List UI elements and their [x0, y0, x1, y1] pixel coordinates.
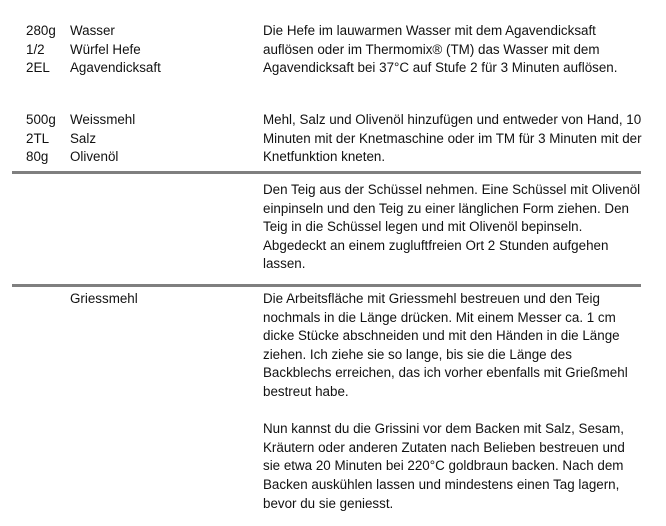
- instruction-paragraph: Die Arbeitsfläche mit Griessmehl bestreuen und den Teig nochmals in die Länge drücken. Mit einem Messer ca. 1 cm dicke Stücke abschneiden und mit den Händen in die Länge ziehen. Ich ziehe sie so lange, bis sie die Länge des Backblechs erreichen, das ich vorher ebenfalls mit Grießmehl bestreut habe.: [263, 291, 628, 399]
- ingredient-amount: 1/2: [26, 41, 45, 57]
- ingredient-list: [26, 22, 246, 78]
- instruction-paragraph: Den Teig aus der Schüssel nehmen. Eine Schüssel mit Olivenöl einpinseln und den Teig zu einer länglichen Form ziehen. Den Teig in die Schüssel legen und mit Olivenöl bepinseln. Abgedeckt an einem zugluftfreien Ort 2 Stunden aufgehen lassen.: [263, 182, 641, 272]
- instruction-paragraph: Die Hefe im lauwarmen Wasser mit dem Agavendicksaft auflösen oder im Thermomix® (TM) das Wasser mit dem Agavendicksaft bei 37°C auf Stufe 2 für 3 Minuten auflösen.: [263, 23, 618, 76]
- ingredient-name: Salz: [70, 130, 97, 146]
- ingredient-amount: 2EL: [26, 60, 50, 76]
- ingredient-row: [26, 130, 246, 149]
- ingredient-name: Weissmehl: [70, 112, 136, 127]
- ingredient-row: [26, 111, 246, 130]
- ingredient-row: [26, 22, 246, 41]
- ingredient-row: [26, 290, 246, 309]
- step-instructions: [263, 290, 643, 513]
- step-instructions: [263, 22, 643, 78]
- instruction-paragraph: Mehl, Salz und Olivenöl hinzufügen und entweder von Hand, 10 Minuten mit der Knetmaschine oder im TM für 3 Minuten mit der Knetfunktion kneten.: [263, 112, 642, 165]
- ingredient-amount: 2TL: [26, 130, 50, 146]
- instruction-paragraph: Nun kannst du die Grissini vor dem Backen mit Salz, Sesam, Kräutern oder anderen Zutaten nach Belieben bestreuen und sie etwa 20 Minuten bei 220°C goldbraun backen. Nach dem Backen auskühlen lassen und mindestens einen Tag lagern, bevor du sie geniesst.: [263, 421, 625, 511]
- ingredient-amount: 280g: [26, 23, 56, 38]
- ingredient-name: Griessmehl: [70, 291, 138, 306]
- ingredient-amount: [26, 290, 70, 309]
- ingredient-name: Wasser: [70, 23, 115, 38]
- ingredient-name: Agavendicksaft: [70, 60, 161, 76]
- ingredient-name: Olivenöl: [70, 149, 119, 165]
- section-divider: [12, 171, 641, 174]
- ingredient-row: [26, 41, 246, 60]
- ingredient-row: [26, 59, 246, 78]
- ingredient-list: [26, 111, 246, 167]
- ingredient-name: Würfel Hefe: [70, 41, 141, 57]
- ingredient-row: [26, 148, 246, 167]
- step-instructions: [263, 111, 643, 167]
- section-divider: [12, 284, 641, 287]
- ingredient-amount: 500g: [26, 112, 56, 127]
- ingredient-amount: 80g: [26, 149, 49, 165]
- ingredient-list: [26, 290, 246, 309]
- step-instructions: [263, 181, 643, 274]
